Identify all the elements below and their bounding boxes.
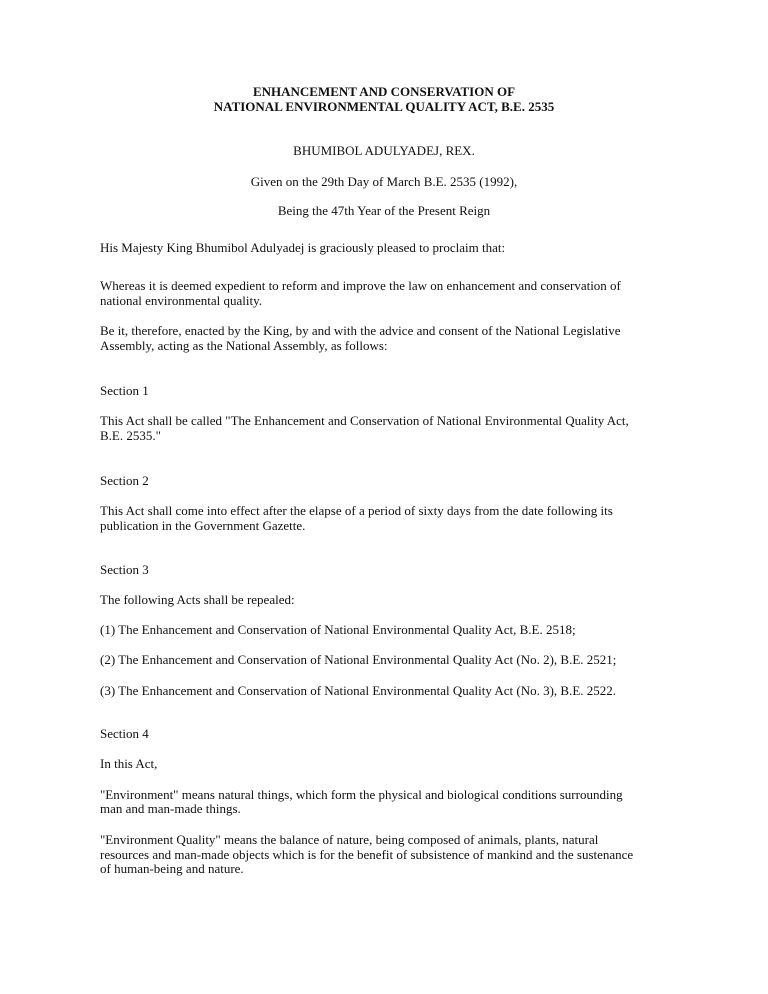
whereas-paragraph: Whereas it is deemed expedient to reform and improve the law on enhancement and conservation of: [100, 278, 621, 293]
king-name: BHUMIBOL ADULYADEJ, REX.: [293, 143, 475, 158]
document-title: NATIONAL ENVIRONMENTAL QUALITY ACT, B.E. 2535: [213, 99, 555, 114]
document-title: ENHANCEMENT AND CONSERVATION OF: [252, 84, 516, 99]
definition-environment-quality: of human-being and nature.: [100, 861, 244, 876]
section-text: publication in the Government Gazette.: [100, 518, 306, 533]
section-text: In this Act,: [100, 756, 158, 771]
whereas-paragraph: national environmental quality.: [100, 293, 262, 308]
section-heading: Section 4: [100, 726, 149, 741]
section-text: This Act shall be called "The Enhancement and Conservation of National Environmental Quality Act,: [100, 413, 629, 428]
repealed-act-item: (1) The Enhancement and Conservation of National Environmental Quality Act, B.E. 2518;: [100, 622, 576, 637]
given-date: Given on the 29th Day of March B.E. 2535 (1992),: [250, 174, 518, 189]
definition-environment-quality: resources and man-made objects which is for the benefit of subsistence of mankind and the sustenance: [100, 847, 634, 862]
definition-environment-quality: "Environment Quality" means the balance of nature, being composed of animals, plants, natural: [100, 832, 599, 847]
section-text: The following Acts shall be repealed:: [100, 592, 295, 607]
section-text: B.E. 2535.": [100, 428, 161, 443]
enacting-paragraph: Be it, therefore, enacted by the King, by and with the advice and consent of the National Legislative: [100, 323, 621, 338]
section-heading: Section 3: [100, 562, 149, 577]
definition-environment: man and man-made things.: [100, 801, 241, 816]
section-text: This Act shall come into effect after the elapse of a period of sixty days from the date following its: [100, 503, 613, 518]
proclamation: His Majesty King Bhumibol Adulyadej is graciously pleased to proclaim that:: [100, 240, 506, 255]
repealed-act-item: (2) The Enhancement and Conservation of National Environmental Quality Act (No. 2), B.E. 2521;: [100, 652, 617, 667]
section-heading: Section 2: [100, 473, 149, 488]
definition-environment: "Environment" means natural things, which form the physical and biological conditions surrounding: [100, 787, 623, 802]
enacting-paragraph: Assembly, acting as the National Assembly, as follows:: [100, 338, 388, 353]
reign-year: Being the 47th Year of the Present Reign: [277, 203, 491, 218]
section-heading: Section 1: [100, 383, 149, 398]
repealed-act-item: (3) The Enhancement and Conservation of National Environmental Quality Act (No. 3), B.E. 2522.: [100, 683, 617, 698]
